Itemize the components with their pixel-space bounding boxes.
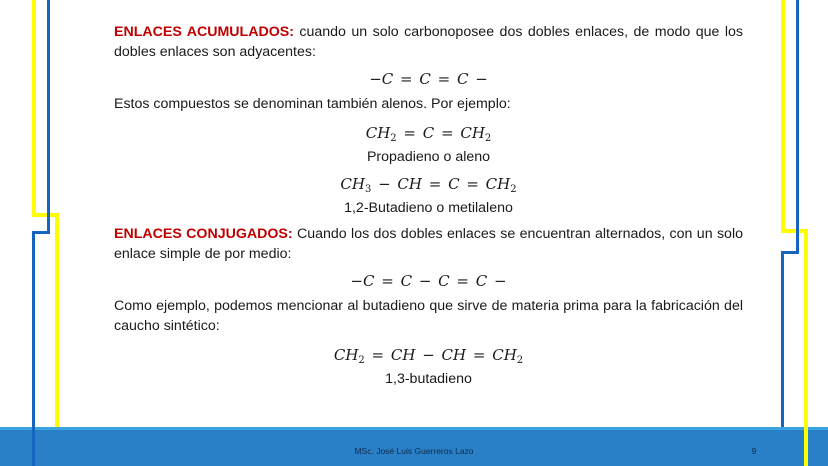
right-yellow-line-bottom bbox=[804, 229, 808, 466]
propadiene-formula: $CH_2 = C = CH_2$ bbox=[365, 124, 492, 144]
slide-footer bbox=[0, 427, 828, 466]
slide-content bbox=[114, 22, 743, 389]
right-blue-line-bottom bbox=[781, 251, 784, 428]
left-yellow-line-top bbox=[32, 0, 36, 217]
page-number: 9 bbox=[751, 446, 757, 456]
allenes-note: Estos compuestos se denominan también alenos. Por ejemplo: bbox=[114, 96, 511, 112]
butadiene-13-name: 1,3-butadieno bbox=[385, 371, 472, 387]
right-yellow-line-top bbox=[781, 0, 785, 233]
butadiene-note: Como ejemplo, podemos mencionar al butadieno que sirve de materia prima para la fabricación del caucho sintético: bbox=[114, 298, 743, 334]
butadiene-13-formula: $CH_2$ = CH − CH = $CH_2$ bbox=[333, 346, 524, 366]
left-blue-line-bottom bbox=[32, 231, 35, 466]
right-blue-line-top bbox=[796, 0, 799, 254]
propadiene-name: Propadieno o aleno bbox=[366, 149, 491, 165]
left-blue-line-top bbox=[47, 0, 50, 234]
footer-author: MSc. José Luis Guerreros Lazo bbox=[354, 446, 474, 456]
keyword-conjugated: ENLACES CONJUGADOS: bbox=[114, 226, 293, 242]
accumulated-general-formula: −C = C = C − bbox=[369, 70, 488, 88]
conjugated-definition bbox=[114, 224, 743, 264]
left-yellow-line-bottom bbox=[55, 213, 59, 431]
butadiene-12-formula: $CH_3$ − CH = $C = CH_2$ bbox=[340, 175, 517, 195]
keyword-accumulated: ENLACES ACUMULADOS: bbox=[114, 24, 294, 40]
conjugated-text: Cuando los dos dobles enlaces se encuentran alternados, con un solo enlace simple de por medio: bbox=[114, 226, 743, 262]
accumulated-definition bbox=[114, 22, 743, 62]
accumulated-text: cuando un solo carbonoposee dos dobles enlaces, de modo que los dobles enlaces son adyacentes: bbox=[114, 24, 743, 60]
butadiene-12-name: 1,2-Butadieno o metilaleno bbox=[344, 200, 513, 216]
conjugated-general-formula: −C = C − C = C − bbox=[350, 272, 507, 290]
